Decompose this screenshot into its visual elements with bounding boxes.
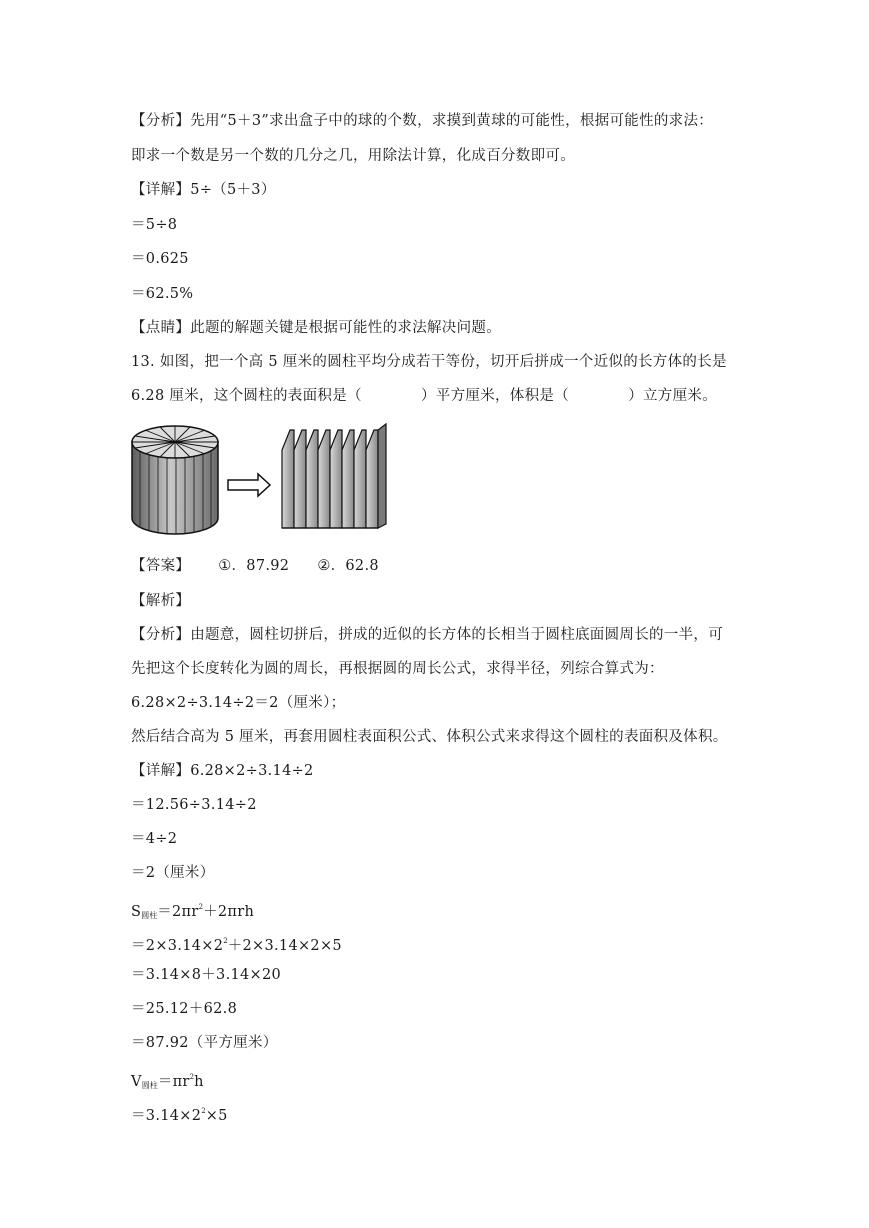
v-rhs-sup: 2 [189,1073,195,1081]
volume-formula [131,1067,204,1096]
analysis-text-2: 先把这个长度转化为圆的周长，再根据圆的周长公式，求得半径，列综合算式为： [131,661,664,677]
answer-2: ②．62.8 [317,558,379,574]
volume-step-1 [131,1101,228,1126]
s1-a: ＝2×3.14×2 [131,938,224,954]
s-rhs-b: ＋2πrh [203,904,255,920]
surface-step-3: ＝25.12＋62.8 [131,1001,238,1017]
cuboid-shape [282,424,386,528]
s-rhs-a: ＝2πr [157,904,199,920]
analysis-heading: 【解析】 [131,593,191,609]
detail-step-4: ＝2（厘米） [131,865,215,881]
cylinder-to-cuboid-figure [130,420,392,536]
detail-line-1: 【详解】5÷（5＋3） [131,182,276,198]
question-13-line-2: 6.28 厘米，这个圆柱的表面积是（ ）平方厘米，体积是（ ）立方厘米。 [131,388,717,404]
surface-step-2: ＝3.14×8＋3.14×20 [131,967,282,983]
v1-b: ×5 [205,1108,228,1124]
analysis-text-4: 然后结合高为 5 厘米，再套用圆柱表面积公式、体积公式来求得这个圆柱的表面积及体积。 [131,729,728,745]
s-rhs-sup: 2 [198,903,204,911]
detail-line-3: ＝0.625 [131,251,189,267]
v-symbol: V [131,1074,142,1090]
cylinder-shape [132,426,218,534]
s1-b: ＋2×3.14×2×5 [227,938,342,954]
surface-step-1 [131,931,342,956]
arrow-shape [228,474,270,496]
detail-line-2: ＝5÷8 [131,217,178,233]
detail-line-4: ＝62.5% [131,286,194,302]
analysis-text-3: 6.28×2÷3.14÷2＝2（厘米）； [131,695,346,711]
analysis-line-2: 即求一个数是另一个数的几分之几，用除法计算，化成百分数即可。 [131,148,575,164]
v-rhs-b: h [194,1074,204,1090]
s1-sup: 2 [223,937,228,945]
v-subscript: 圆柱 [141,1081,158,1090]
analysis-line-1: 【分析】先用“5＋3”求出盒子中的球的个数，求摸到黄球的可能性，根据可能性的求法： [131,113,714,129]
answer-label: 【答案】 [131,558,191,574]
analysis-text-1: 【分析】由题意，圆柱切拼后，拼成的近似的长方体的长相当于圆柱底面圆周长的一半，可 [131,627,723,643]
question-13-line-1: 13. 如图，把一个高 5 厘米的圆柱平均分成若干等份，切开后拼成一个近似的长方体的长是 [131,354,727,370]
surface-area-formula [131,897,254,926]
detail-step-2: ＝12.56÷3.14÷2 [131,797,257,813]
v1-sup: 2 [201,1107,206,1115]
surface-step-4: ＝87.92（平方厘米） [131,1035,278,1051]
answer-line [131,556,379,576]
comment-line: 【点睛】此题的解题关键是根据可能性的求法解决问题。 [131,320,501,336]
s-subscript: 圆柱 [141,911,158,920]
s-symbol: S [131,904,142,920]
answer-1: ①．87.92 [218,558,290,574]
v-rhs-a: ＝πr [157,1074,190,1090]
v1-a: ＝3.14×2 [131,1108,202,1124]
detail-step-1: 【详解】6.28×2÷3.14÷2 [131,763,314,779]
detail-step-3: ＝4÷2 [131,831,178,847]
